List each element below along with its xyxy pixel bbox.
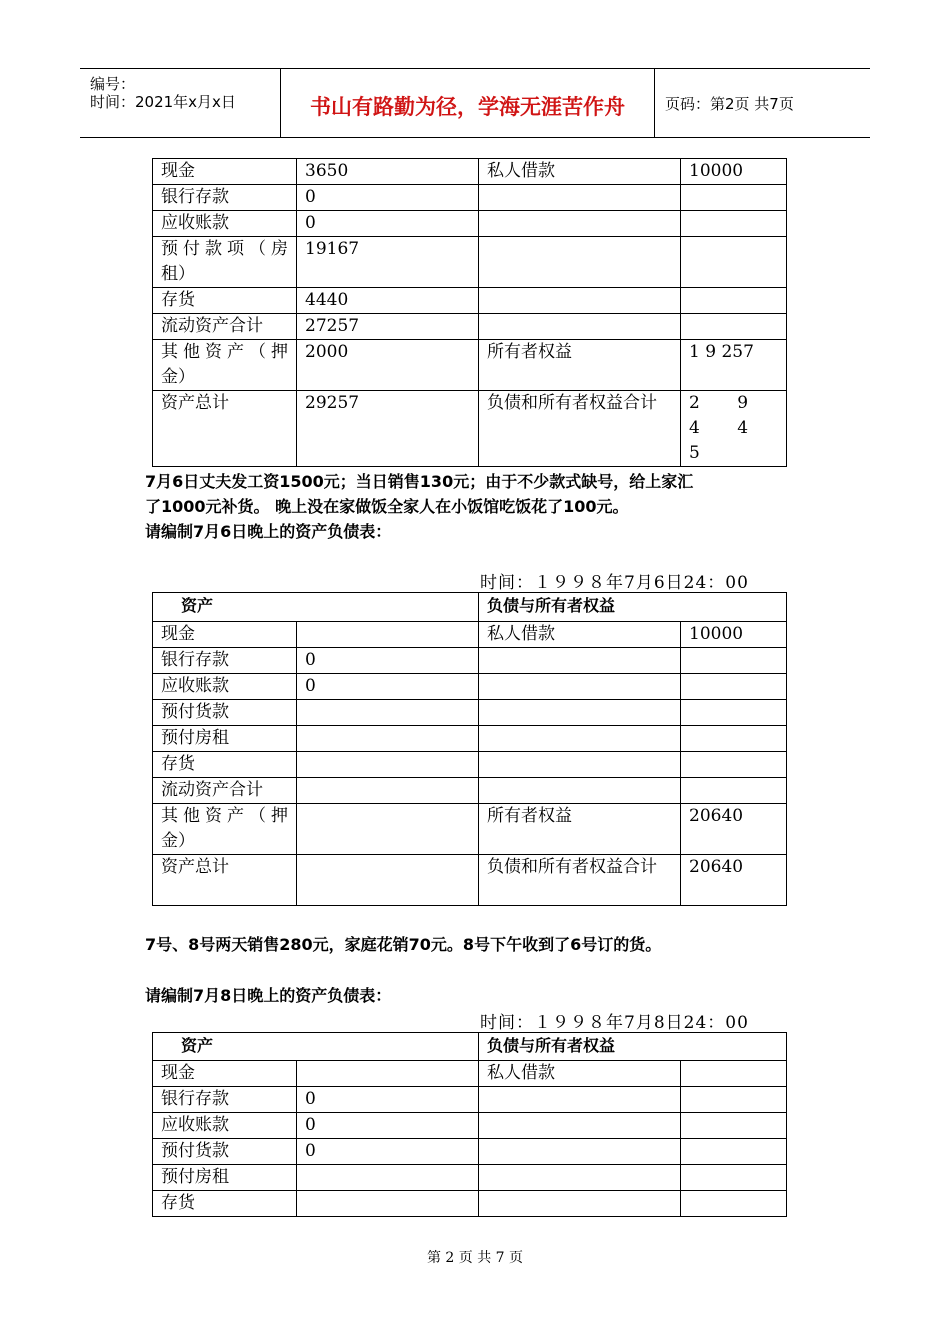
table-cell [297, 804, 479, 855]
table-cell: 10000 [681, 159, 787, 185]
table-cell [681, 1113, 787, 1139]
table-row [153, 391, 787, 467]
table-row [153, 1191, 787, 1217]
table-row [153, 1139, 787, 1165]
table-row [153, 211, 787, 237]
table-cell: 私人借款 [479, 159, 681, 185]
table-cell [479, 1165, 681, 1191]
table-cell [681, 211, 787, 237]
page-footer: 第 2 页 共 7 页 [426, 1250, 524, 1266]
table-cell: 存货 [153, 1191, 297, 1217]
table-cell: 所有者权益 [479, 340, 681, 391]
table-cell [479, 237, 681, 288]
table-cell: 0 [297, 674, 479, 700]
header-date-label: 时间：2021年x月x日 [90, 93, 236, 111]
table-cell: 资产总计 [153, 391, 297, 467]
table-cell [681, 1139, 787, 1165]
table-cell: 负债和所有者权益合计 [479, 391, 681, 467]
table-row [153, 622, 787, 648]
table-cell: 4440 [297, 288, 479, 314]
paragraph-line: 请编制7月6日晚上的资产负债表： [145, 522, 392, 541]
table-cell: 19167 [297, 237, 479, 288]
liabilities-header: 负债与所有者权益 [479, 1033, 787, 1061]
table-cell [681, 185, 787, 211]
page-header [80, 68, 870, 138]
balance-sheet-table-1 [152, 158, 787, 467]
table-cell: 0 [297, 211, 479, 237]
narrative-paragraph-2-line2: 请编制7月8日晚上的资产负债表： [145, 986, 392, 1005]
table-cell [479, 185, 681, 211]
table-cell: 私人借款 [479, 1061, 681, 1087]
table-row [153, 314, 787, 340]
table-3-time: 时间：１９９８年7月8日24：00 [480, 1013, 749, 1033]
table-row [153, 237, 787, 288]
table-cell [479, 1191, 681, 1217]
table-cell: 银行存款 [153, 648, 297, 674]
table-cell: 0 [297, 1113, 479, 1139]
header-motto: 书山有路勤为径，学海无涯苦作舟 [310, 95, 625, 119]
table-cell [681, 1087, 787, 1113]
table-row [153, 1113, 787, 1139]
table-cell [479, 1087, 681, 1113]
table-row [153, 804, 787, 855]
table-cell: 20640 [681, 804, 787, 855]
balance-sheet-table-2 [152, 592, 787, 906]
balance-sheet-table-3 [152, 1032, 787, 1217]
table-cell [479, 211, 681, 237]
header-meta [80, 69, 281, 137]
table-cell: 应收账款 [153, 211, 297, 237]
narrative-paragraph-1 [145, 469, 825, 544]
assets-header: 资产 [153, 593, 479, 622]
table-cell [479, 752, 681, 778]
table-cell: 所有者权益 [479, 804, 681, 855]
table-cell [681, 1165, 787, 1191]
table-cell [479, 1113, 681, 1139]
table-cell: 负债和所有者权益合计 [479, 855, 681, 906]
narrative-paragraph-2-line1: 7号、8号两天销售280元，家庭花销70元。8号下午收到了6号订的货。 [145, 935, 662, 954]
table-row [153, 1165, 787, 1191]
table-cell: 现金 [153, 159, 297, 185]
table-row [153, 648, 787, 674]
table-cell [297, 855, 479, 906]
table-cell [681, 288, 787, 314]
table-cell: 资产总计 [153, 855, 297, 906]
table-cell [681, 237, 787, 288]
table-cell: 2000 [297, 340, 479, 391]
table-row [153, 159, 787, 185]
table-cell [479, 1139, 681, 1165]
table-cell: 银行存款 [153, 1087, 297, 1113]
table-cell: 预付款项（房租） [153, 237, 297, 288]
table-cell [297, 622, 479, 648]
table-row [153, 1087, 787, 1113]
table-row [153, 778, 787, 804]
table-cell [681, 726, 787, 752]
table-row [153, 700, 787, 726]
table-cell: 流动资产合计 [153, 314, 297, 340]
table-cell: 10000 [681, 622, 787, 648]
table-row [153, 726, 787, 752]
table-cell [681, 778, 787, 804]
table-cell [479, 314, 681, 340]
table-cell: 存货 [153, 288, 297, 314]
paragraph-line: 了1000元补货。 晚上没在家做饭全家人在小饭馆吃饭花了100元。 [145, 497, 629, 516]
table-cell [681, 752, 787, 778]
table-cell: 预付房租 [153, 726, 297, 752]
table-cell: 私人借款 [479, 622, 681, 648]
table-header-row [153, 593, 787, 622]
table-cell: 0 [297, 648, 479, 674]
table-cell: 29257 [297, 391, 479, 467]
table-cell [297, 726, 479, 752]
table-cell [681, 674, 787, 700]
table-cell: 应收账款 [153, 1113, 297, 1139]
table-cell: 3650 [297, 159, 479, 185]
table-cell: 流动资产合计 [153, 778, 297, 804]
table-cell: 0 [297, 1087, 479, 1113]
table-cell: 0 [297, 185, 479, 211]
table-row [153, 752, 787, 778]
header-motto-cell [281, 69, 655, 137]
table-cell: 其他资产（押金） [153, 804, 297, 855]
table-cell [297, 1165, 479, 1191]
table-row [153, 855, 787, 906]
table-row [153, 288, 787, 314]
table-cell [479, 648, 681, 674]
table-cell [681, 1191, 787, 1217]
assets-header: 资产 [153, 1033, 479, 1061]
table-cell: 现金 [153, 1061, 297, 1087]
table-cell: 应收账款 [153, 674, 297, 700]
table-cell [681, 1061, 787, 1087]
table-cell [681, 700, 787, 726]
table-cell [681, 314, 787, 340]
table-cell: 20640 [681, 855, 787, 906]
table-cell [297, 1191, 479, 1217]
table-cell: 2 9 4 4 5 [681, 391, 787, 467]
table-cell [479, 726, 681, 752]
header-page-cell [655, 69, 870, 137]
table-cell: 存货 [153, 752, 297, 778]
table-cell [479, 700, 681, 726]
table-cell [479, 778, 681, 804]
table-header-row [153, 1033, 787, 1061]
table-cell: 1 9 257 [681, 340, 787, 391]
table-cell: 预付货款 [153, 1139, 297, 1165]
table-cell [681, 648, 787, 674]
table-cell [297, 700, 479, 726]
table-cell: 0 [297, 1139, 479, 1165]
header-page-info: 页码：第2页 共7页 [665, 95, 794, 113]
table-cell: 其他资产（押金） [153, 340, 297, 391]
table-cell [297, 1061, 479, 1087]
table-cell [479, 674, 681, 700]
table-2-time: 时间：１９９８年7月6日24：00 [480, 573, 749, 593]
table-cell: 预付货款 [153, 700, 297, 726]
liabilities-header: 负债与所有者权益 [479, 593, 787, 622]
table-cell: 现金 [153, 622, 297, 648]
table-row [153, 340, 787, 391]
table-row [153, 1061, 787, 1087]
table-cell [297, 752, 479, 778]
table-row [153, 185, 787, 211]
table-cell: 银行存款 [153, 185, 297, 211]
header-number-label: 编号： [90, 75, 136, 93]
table-cell: 预付房租 [153, 1165, 297, 1191]
table-cell: 27257 [297, 314, 479, 340]
paragraph-line: 7月6日丈夫发工资1500元；当日销售130元；由于不少款式缺号，给上家汇 [145, 472, 694, 491]
table-row [153, 674, 787, 700]
table-cell [297, 778, 479, 804]
table-cell [479, 288, 681, 314]
